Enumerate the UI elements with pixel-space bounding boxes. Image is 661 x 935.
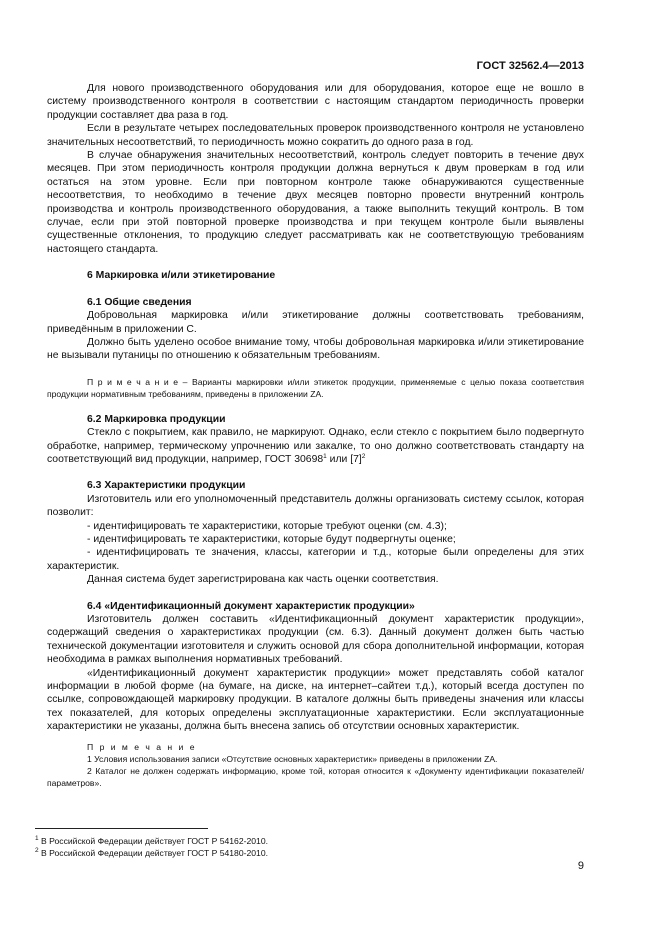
footnote-ref: 1 <box>323 452 327 460</box>
document-header: ГОСТ 32562.4—2013 <box>476 60 584 72</box>
paragraph-text: или [7] <box>326 453 362 465</box>
paragraph: Изготовитель или его уполномоченный представитель должны организовать систему ссылок, которая позволит: <box>47 493 584 519</box>
footnote-text: В Российской Федерации действует ГОСТ Р 54180-2010. <box>38 848 268 858</box>
note <box>47 376 584 400</box>
paragraph: В случае обнаружения значительных несоответствий, контроль следует повторить в течение двух месяцев. При этом периодичность контроля продукции должна вернуться к двум проверкам в год или остаться на этом уровне. Если при повторном контроле также обнаруживаются существенные несоответствия, то необходимо в течение двух месяцев повторно провести внутренний контроль производства и контроль производственного оборудования, а также выполнить текущий контроль. В том случае, если при этой повторной проверке производства и при текущем контроле были выявлены существенные отклонения, то продукцию следует рассматривать как не соответствующую требованиям настоящего стандарта. <box>47 150 584 255</box>
list-item: - идентифицировать те характеристики, которые будут подвергнуты оценке; <box>87 533 456 545</box>
page-number: 9 <box>577 860 584 872</box>
section-6-3-heading: 6.3 Характеристики продукции <box>87 480 246 492</box>
paragraph <box>47 426 584 466</box>
section-6-2-heading: 6.2 Маркировка продукции <box>87 413 226 425</box>
paragraph: Добровольная маркировка и/или этикетирование должны соответствовать требованиям, приведённым в приложении С. <box>47 310 584 335</box>
footnote-mark: 2 <box>35 847 39 854</box>
list-item: - идентифицировать те значения, классы, категории и т.д., которые были определены для этих характеристик. <box>47 547 584 572</box>
paragraph: Для нового производственного оборудования или для оборудования, которое еще не вошло в систему производственного контроля в соответствии с настоящим стандартом периодичность проверки продукции составляет два раза в год. <box>47 83 584 121</box>
document-body <box>47 82 584 789</box>
footnote <box>35 848 268 859</box>
paragraph: «Идентификационный документ характеристик продукции» может представлять собой каталог информации в любой форме (на бумаге, на диске, на интернет–сайтеи т.д.), который всегда доступен по ссылке, сопровождающей маркировку продукции. В каталоге должны быть приведены значения или классы тех показателей, для которых определены эксплуатационные характеристики. Если эксплуатационные характеристики не указаны, должна быть внесена запись об отсутствии основных характеристик. <box>47 667 584 733</box>
footnote-ref: 2 <box>361 452 366 460</box>
footnote-mark: 1 <box>35 835 39 842</box>
section-6-1-heading: 6.1 Общие сведения <box>87 296 192 308</box>
footnote-text: В Российской Федерации действует ГОСТ Р 54162-2010. <box>38 836 268 846</box>
paragraph: Изготовитель должен составить «Идентификационный документ характеристик продукции», содержащий сведения о характеристиках продукции (см. 6.3). Данный документ должен быть частью технической документации изготовителя и служить основой для сбора дополнительной информации, которая необходима в рамках выполнения нормативных требований. <box>47 614 584 666</box>
paragraph: Данная система будет зарегистрирована как часть оценки соответствия. <box>87 574 439 586</box>
note-text: – Варианты маркировки и/или этикеток продукции, применяемые с целью показа соответствия продукции нормативным требованиям, приведены в приложении ZA. <box>47 376 584 399</box>
footnote <box>35 836 268 847</box>
paragraph-text: Стекло с покрытием, как правило, не маркируют. Однако, если стекло с покрытием было подвергнуто обработке, например, термическому упрочнению или закалке, то оно должно соответствовать стандарту на соответствующий вид продукции, например, ГОСТ 30698 <box>47 427 584 465</box>
paragraph: Должно быть уделено особое внимание тому, чтобы добровольная маркировка и/или этикетирование не вызывали путаницы по отношению к обязательным требованиям. <box>47 336 584 362</box>
note-label: П р и м е ч а н и е <box>87 741 197 752</box>
paragraph: Если в результате четырех последовательных проверок производственного контроля не установлено значительных несоответствий, то периодичность можно сократить до одного раза в год. <box>47 123 584 148</box>
note-item: 1 Условия использования записи «Отсутствие основных характеристик» приведены в приложении ZA. <box>87 753 498 764</box>
footnote-divider <box>35 828 208 829</box>
section-6-heading: 6 Маркировка и/или этикетирование <box>87 270 276 282</box>
note-item: 2 Каталог не должен содержать информацию, кроме той, которая относится к «Документу идентификации показателей/параметров». <box>47 765 584 788</box>
note-label: П р и м е ч а н и е <box>87 376 179 387</box>
section-6-4-heading: 6.4 «Идентификационный документ характеристик продукции» <box>87 600 415 612</box>
list-item: - идентифицировать те характеристики, которые требуют оценки (см. 4.3); <box>87 520 447 532</box>
